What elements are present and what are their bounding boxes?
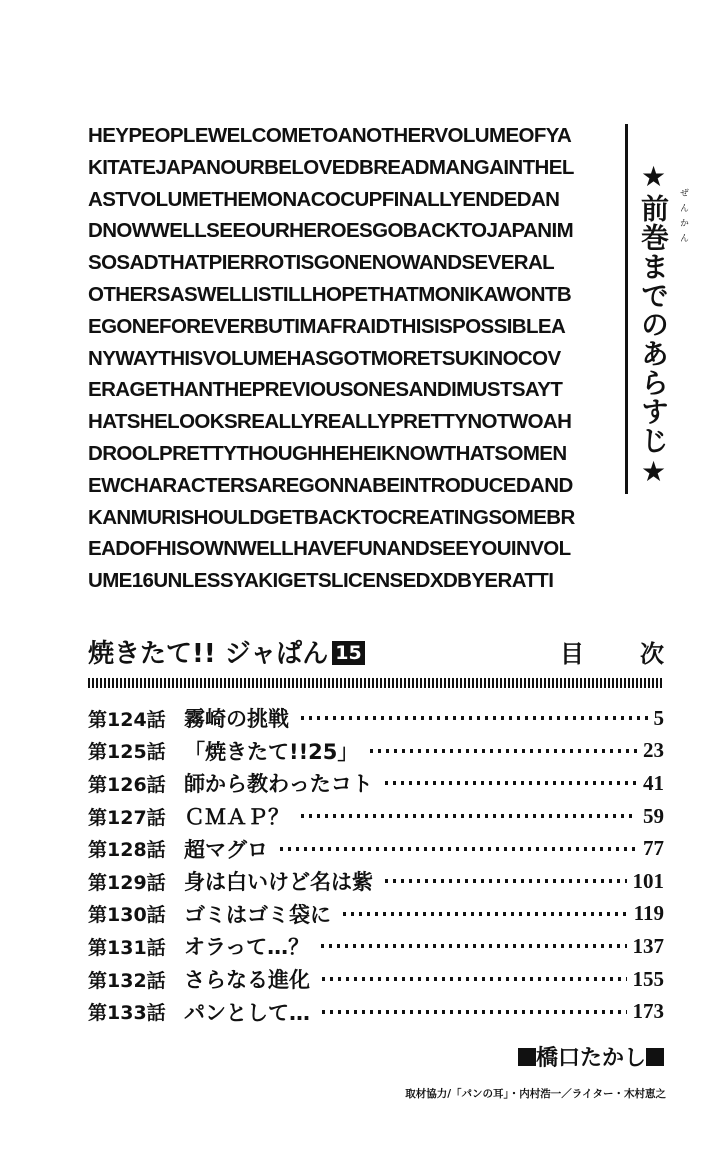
toc-entry[interactable] [88,898,664,931]
chapter-page: 173 [632,999,664,1024]
toc-entry[interactable] [88,800,664,833]
chapter-page: 23 [643,738,664,763]
toc-entry[interactable] [88,832,664,865]
summary-line: ASTVOLUMETHEMONACOCUPFINALLYENDEDAN [88,187,560,211]
chapter-title: 身は白いけど名は紫 [184,870,373,895]
chapter-title: オラって…？ [184,935,310,960]
summary-block [88,120,624,597]
toc-heading [560,636,664,672]
summary-line: EGONEFOREVERBUTIMAFRAIDTHISISPOSSIBLEA [88,314,566,338]
chapter-title: パンとして… [184,1000,310,1025]
toc-entry[interactable] [88,930,664,963]
chapter-page: 101 [632,868,664,893]
dot-leader [385,879,627,883]
toc-entry[interactable] [88,735,664,768]
author-name: 橋口たかし [535,1046,646,1071]
dot-leader [301,814,637,818]
summary-heading-furigana: ぜんかん [678,188,688,248]
toc-heading-left: 目 [560,640,584,668]
chapter-title: ゴミはゴミ袋に [184,902,331,927]
summary-line: UME16UNLESSYAKIGETSLICENSEDXDBYERATTI [88,569,554,593]
author-credit [486,1044,664,1074]
dot-leader [280,847,637,851]
chapter-number: 第129話 [88,871,166,894]
toc-entry[interactable] [88,865,664,898]
chapter-number: 第128話 [88,839,166,862]
chapter-number: 第124話 [88,708,166,731]
toc-entry[interactable] [88,963,664,996]
summary-line: EWCHARACTERSAREGONNABEINTRODUCEDAND [88,473,573,497]
dot-leader [321,944,626,948]
chapter-page: 41 [643,770,664,795]
summary-line: HATSHELOOKSREALLYREALLYPRETTYNOTWOAH [88,410,572,434]
toc-heading-right: 次 [640,640,664,668]
summary-line: KITATEJAPANOURBELOVEDBREADMANGAINTHEL [88,155,574,179]
summary-line: SOSADTHATPIERROTISGONENOWANDSEVERAL [88,251,555,275]
chapter-number: 第132話 [88,969,166,992]
book-title [88,636,365,672]
research-credits: 取材協力/「パンの耳」・内村浩一／ライター・木村恵之 [405,1088,666,1100]
summary-line: KANMURISHOULDGETBACKTOCREATINGSOMEBR [88,505,575,529]
dot-leader [322,1010,627,1014]
chapter-title: 超マグロ [184,837,268,862]
chapter-number: 第125話 [88,741,166,764]
summary-line: HEYPEOPLEWELCOMETOANOTHERVOLUMEOFYA [88,124,572,147]
chapter-page: 155 [632,966,664,991]
chapter-page: 77 [643,836,664,861]
chapter-page: 5 [653,705,664,730]
dot-leader [343,912,628,916]
chapter-title: 師から教わったコト [184,772,373,797]
hatch-divider [88,678,664,688]
black-square-icon [646,1048,664,1066]
chapter-title: 霧崎の挑戦 [184,707,289,732]
chapter-number: 第126話 [88,773,166,796]
toc-entry[interactable] [88,995,664,1028]
black-square-icon [518,1048,536,1066]
chapter-title: さらなる進化 [184,968,310,993]
chapter-number: 第131話 [88,936,166,959]
summary-line: DNOWWELLSEEOURHEROESGOBACKTOJAPANIM [88,219,574,243]
summary-heading: ★前巻までのあらすじ★ [637,160,670,489]
dot-leader [322,977,627,981]
summary-line: DROOLPRETTYTHOUGHHEHEIKNOWTHATSOMEN [88,441,567,465]
dot-leader [301,716,648,720]
summary-line: NYWAYTHISVOLUMEHASGOTMORETSUKINOCOV [88,346,561,370]
summary-line: OTHERSASWELLISTILLHOPETHATMONIKAWONTB [88,282,572,306]
summary-divider [625,124,628,494]
dot-leader [385,781,637,785]
summary-line: ERAGETHANTHEPREVIOUSONESANDIMUSTSAYT [88,378,563,402]
chapter-page: 137 [632,933,664,958]
toc-entry[interactable] [88,767,664,800]
volume-badge: 15 [332,641,364,665]
dot-leader [370,749,637,753]
chapter-number: 第127話 [88,806,166,829]
chapter-number: 第130話 [88,904,166,927]
chapter-title: 「焼きたて!!25」 [184,739,359,764]
book-title-text: 焼きたて!! ジャぱん [88,639,329,669]
summary-line: EADOFHISOWNWELLHAVEFUNANDSEEYOUINVOL [88,537,571,561]
chapter-number: 第133話 [88,1002,166,1025]
toc-entry[interactable] [88,702,664,735]
toc-list [88,702,664,1028]
chapter-page: 119 [633,901,664,926]
chapter-page: 59 [643,803,664,828]
chapter-title: ＣＭＡＰ？ [184,805,289,830]
